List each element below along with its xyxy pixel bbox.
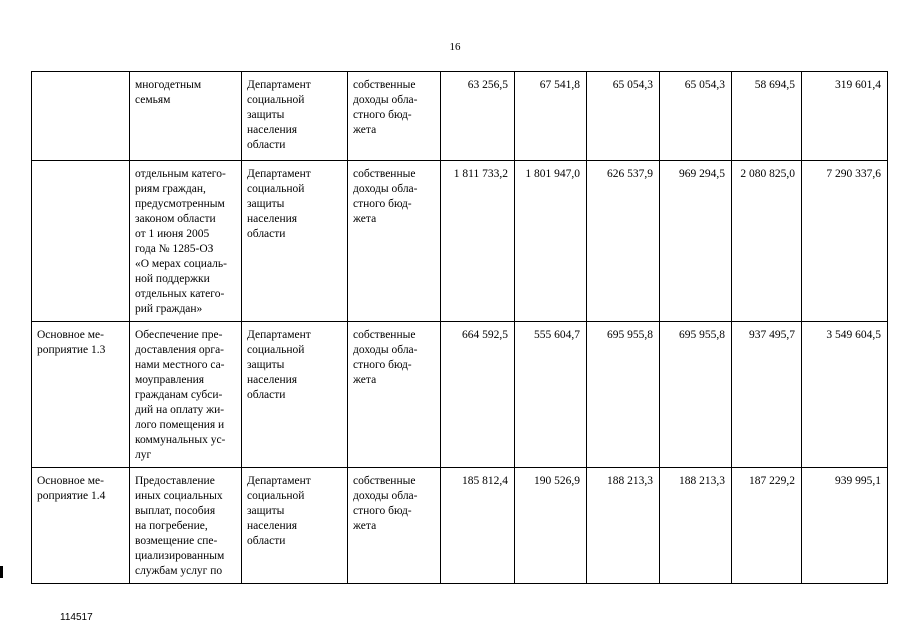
- budget-table: [31, 71, 888, 584]
- value-cell: 65 054,3: [587, 72, 660, 161]
- value-cell: 58 694,5: [732, 72, 802, 161]
- executor-cell: Департамент социальной защиты населения области: [242, 468, 348, 584]
- source-cell: собственные доходы обла- стного бюд- жета: [348, 468, 441, 584]
- source-cell: собственные доходы обла- стного бюд- жета: [348, 72, 441, 161]
- name-cell: Обеспечение пре- доставления орга- нами местного са- моуправления гражданам субси- дий на оплату жи- лого помещения и коммунальных ус- луг: [130, 322, 242, 468]
- value-cell: 664 592,5: [441, 322, 515, 468]
- footer-code: 114517: [60, 612, 93, 623]
- value-cell: 188 213,3: [587, 468, 660, 584]
- value-cell: 63 256,5: [441, 72, 515, 161]
- value-cell: 1 811 733,2: [441, 161, 515, 322]
- status-cell: Основное ме- роприятие 1.3: [32, 322, 130, 468]
- name-cell: отдельным катего- риям граждан, предусмотренным законом области от 1 июня 2005 года № 1285-ОЗ «О мерах социаль- ной поддержки отдельных катего- рий граждан»: [130, 161, 242, 322]
- value-cell: 937 495,7: [732, 322, 802, 468]
- value-cell: 695 955,8: [587, 322, 660, 468]
- status-cell: Основное ме- роприятие 1.4: [32, 468, 130, 584]
- source-cell: собственные доходы обла- стного бюд- жета: [348, 322, 441, 468]
- source-cell: собственные доходы обла- стного бюд- жета: [348, 161, 441, 322]
- value-cell: 2 080 825,0: [732, 161, 802, 322]
- value-cell: 188 213,3: [660, 468, 732, 584]
- value-cell: 65 054,3: [660, 72, 732, 161]
- total-cell: 3 549 604,5: [802, 322, 888, 468]
- value-cell: 187 229,2: [732, 468, 802, 584]
- value-cell: 1 801 947,0: [515, 161, 587, 322]
- executor-cell: Департамент социальной защиты населения области: [242, 161, 348, 322]
- table-row: [32, 72, 888, 161]
- value-cell: 67 541,8: [515, 72, 587, 161]
- page-number: 16: [449, 41, 461, 53]
- status-cell: [32, 72, 130, 161]
- value-cell: 185 812,4: [441, 468, 515, 584]
- value-cell: 695 955,8: [660, 322, 732, 468]
- value-cell: 626 537,9: [587, 161, 660, 322]
- total-cell: 319 601,4: [802, 72, 888, 161]
- scan-margin-mark: [0, 566, 3, 578]
- name-cell: Предоставление иных социальных выплат, пособия на погребение, возмещение спе- циализированным службам услуг по: [130, 468, 242, 584]
- value-cell: 555 604,7: [515, 322, 587, 468]
- total-cell: 939 995,1: [802, 468, 888, 584]
- name-cell: многодетным семьям: [130, 72, 242, 161]
- status-cell: [32, 161, 130, 322]
- table-row: [32, 322, 888, 468]
- value-cell: 190 526,9: [515, 468, 587, 584]
- table-row: [32, 161, 888, 322]
- executor-cell: Департамент социальной защиты населения области: [242, 72, 348, 161]
- total-cell: 7 290 337,6: [802, 161, 888, 322]
- table-row: [32, 468, 888, 584]
- value-cell: 969 294,5: [660, 161, 732, 322]
- executor-cell: Департамент социальной защиты населения области: [242, 322, 348, 468]
